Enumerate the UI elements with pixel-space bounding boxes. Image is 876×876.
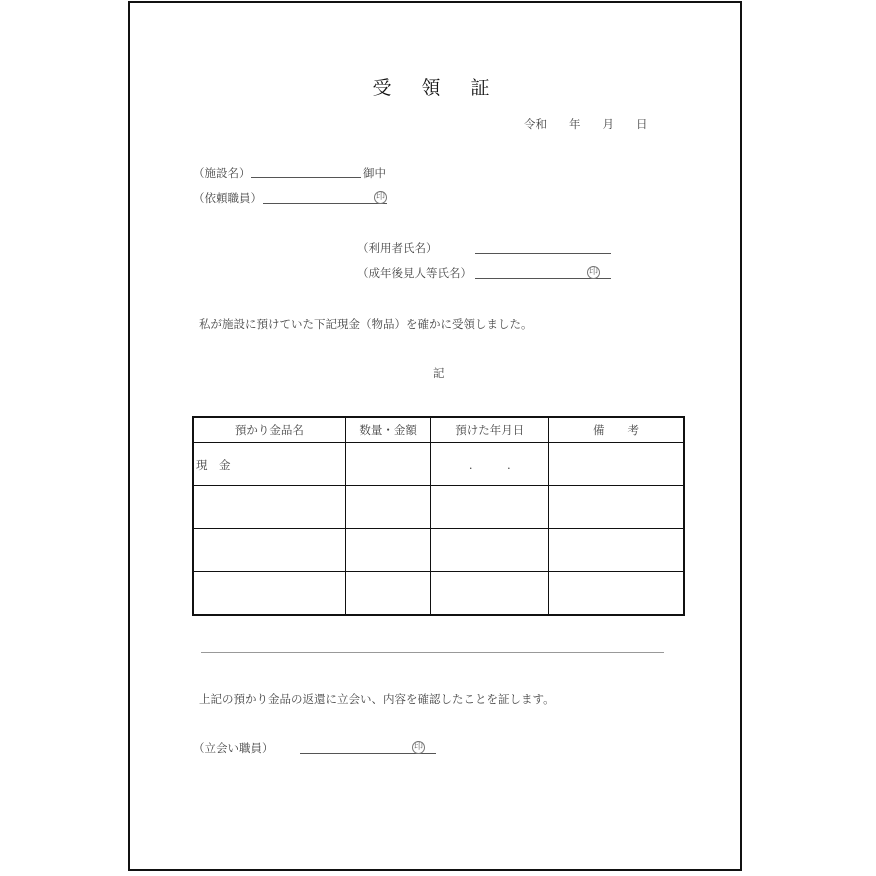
document-title: 受 領 証 — [372, 77, 502, 99]
date-era: 令和 — [524, 117, 547, 131]
table-cell[interactable] — [345, 529, 431, 572]
guardian-name-label: （成年後見人等氏名） — [357, 266, 472, 280]
table-cell[interactable] — [549, 529, 684, 572]
ki-heading: 記 — [433, 366, 445, 380]
section-divider — [201, 652, 664, 653]
table-cell[interactable] — [193, 486, 345, 529]
table-row — [193, 572, 684, 616]
receipt-document — [128, 1, 742, 871]
table-cell[interactable] — [193, 572, 345, 616]
table-cell[interactable] — [431, 443, 549, 486]
table-cell[interactable] — [345, 572, 431, 616]
table-cell[interactable] — [345, 443, 431, 486]
seal-icon: 印 — [375, 192, 385, 202]
table-cell[interactable] — [431, 486, 549, 529]
user-name-label: （利用者氏名） — [357, 241, 438, 255]
date-day: 日 — [636, 117, 648, 131]
facility-label: （施設名） — [193, 166, 251, 180]
user-name-field[interactable] — [475, 253, 611, 254]
table-cell[interactable] — [193, 443, 345, 486]
date-year: 年 — [569, 117, 581, 131]
header-quantity-amount: 数量・金額 — [345, 417, 431, 443]
header-deposit-date: 預けた年月日 — [431, 417, 549, 443]
date-line — [524, 116, 664, 132]
table-row — [193, 443, 684, 486]
facility-suffix: 御中 — [363, 166, 386, 180]
requesting-staff-label: （依頼職員） — [193, 191, 262, 205]
table-cell[interactable] — [193, 529, 345, 572]
table-row — [193, 486, 684, 529]
table-cell[interactable] — [431, 529, 549, 572]
cell-date-dots: . . — [468, 458, 511, 472]
table-cell[interactable] — [431, 572, 549, 616]
header-remarks: 備 考 — [549, 417, 684, 443]
items-table — [192, 416, 685, 616]
table-header-row — [193, 417, 684, 443]
table-cell[interactable] — [549, 572, 684, 616]
header-item-name: 預かり金品名 — [193, 417, 345, 443]
cell-item-name: 現 金 — [196, 458, 231, 472]
requesting-staff-field[interactable] — [263, 203, 387, 204]
seal-icon: 印 — [588, 267, 598, 277]
table-row — [193, 529, 684, 572]
witness-statement: 上記の預かり金品の返還に立会い、内容を確認したことを証します。 — [199, 692, 555, 706]
table-cell[interactable] — [549, 443, 684, 486]
table-cell[interactable] — [549, 486, 684, 529]
facility-name-field[interactable] — [251, 177, 361, 178]
table-cell[interactable] — [345, 486, 431, 529]
receipt-statement: 私が施設に預けていた下記現金（物品）を確かに受領しました。 — [199, 317, 533, 331]
seal-icon: 印 — [413, 742, 423, 752]
date-month: 月 — [602, 117, 614, 131]
witness-staff-label: （立会い職員） — [193, 741, 274, 755]
